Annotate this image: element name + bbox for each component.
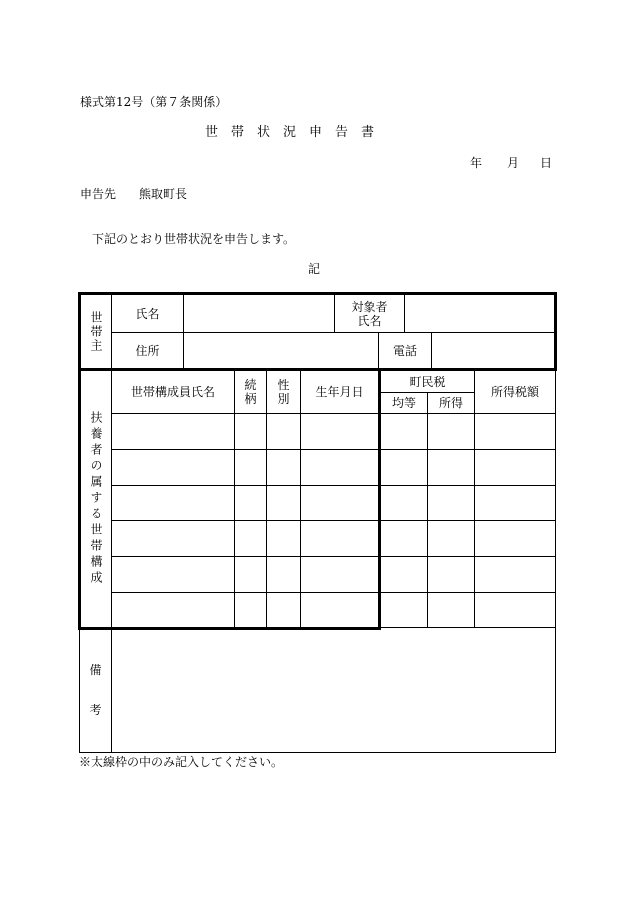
target-name-label [335, 295, 404, 332]
row-line [111, 449, 555, 450]
table-border-bottom [79, 752, 556, 753]
household-head-section-label: 世帯主 [89, 310, 103, 353]
target-name-input[interactable] [405, 295, 554, 332]
row-line [111, 592, 555, 593]
form-number: 様式第12号（第７条関係） [80, 95, 228, 109]
head-name-input[interactable] [184, 295, 334, 332]
intro-text: 下記のとおり世帯状況を申告します。 [92, 232, 296, 246]
target-label-line1: 対象者 [351, 299, 388, 314]
col-relation-2: 柄 [244, 392, 257, 406]
row-line [111, 520, 555, 521]
page-title: 世 帯 状 況 申 告 書 [205, 125, 375, 140]
remarks-input[interactable] [112, 629, 555, 752]
row-line [111, 485, 555, 486]
date-day-label: 日 [540, 156, 553, 170]
ki-label: 記 [308, 262, 321, 276]
head-phone-label: 電話 [392, 343, 417, 358]
row-line [111, 556, 555, 557]
recipient-value: 熊取町長 [139, 187, 188, 201]
col-gender [267, 371, 300, 413]
col-town-tax: 町民税 [409, 374, 446, 389]
head-address-input[interactable] [184, 333, 378, 368]
col-gender-2: 別 [277, 392, 290, 406]
members-section-label: 扶養者の属する世帯構成 [89, 411, 103, 587]
col-relation [235, 371, 266, 413]
head-name-label: 氏名 [135, 306, 160, 321]
col-gender-1: 性 [277, 378, 290, 392]
date-year-label: 年 [470, 156, 483, 170]
col-birth-date: 生年月日 [315, 385, 364, 399]
footnote: ※太線枠の中のみ記入してください。 [79, 755, 284, 769]
remarks-label-2: 考 [89, 703, 102, 717]
target-label-line2: 氏名 [357, 313, 382, 328]
col-equal: 均等 [391, 396, 416, 410]
col-income: 所得 [438, 396, 463, 410]
date-month-label: 月 [507, 156, 520, 170]
head-address-label: 住所 [135, 343, 160, 358]
col-income-tax: 所得税額 [490, 385, 539, 399]
head-phone-input[interactable] [432, 333, 554, 368]
table-border-left-lower [79, 628, 80, 753]
col-relation-1: 続 [244, 378, 257, 392]
remarks-label-1: 備 [89, 663, 102, 677]
row-line [380, 627, 556, 628]
col-member-name: 世帯構成員氏名 [130, 385, 215, 399]
recipient-label: 申告先 [80, 187, 117, 201]
row-line [111, 413, 555, 414]
